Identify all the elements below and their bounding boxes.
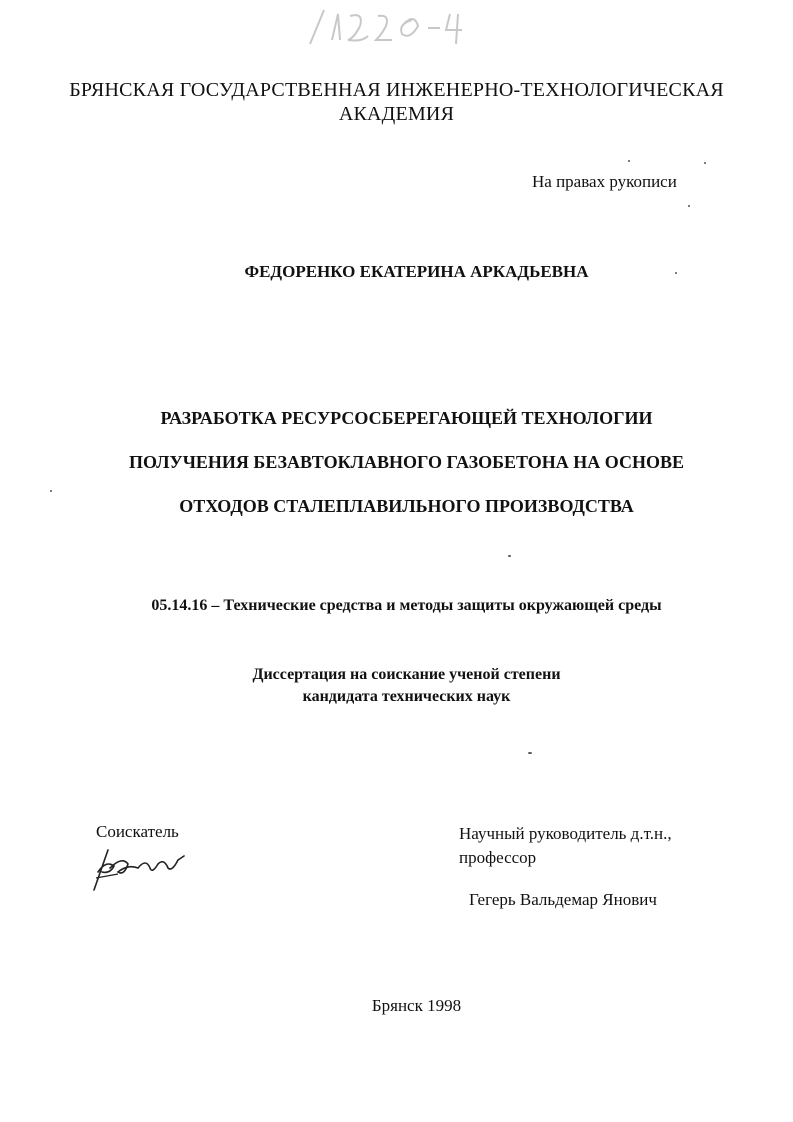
scan-speck [704, 162, 706, 164]
degree-statement [60, 664, 753, 708]
scan-speck [50, 490, 52, 492]
scan-speck [508, 555, 511, 557]
applicant-label: Соискатель [96, 822, 179, 841]
title-line-3: ОТХОДОВ СТАЛЕПЛАВИЛЬНОГО ПРОИЗВОДСТВА [179, 496, 634, 516]
scan-speck [675, 272, 677, 274]
institution-line-2: АКАДЕМИЯ [338, 103, 455, 125]
scan-speck [628, 160, 630, 162]
title-line-2: ПОЛУЧЕНИЯ БЕЗАВТОКЛАВНОГО ГАЗОБЕТОНА НА ОСНОВЕ [128, 452, 685, 472]
rights-notice: На правах рукописи [532, 172, 677, 191]
handwritten-archive-number [290, 4, 490, 54]
city-year: Брянск 1998 [371, 996, 462, 1015]
author-name: ФЕДОРЕНКО ЕКАТЕРИНА АРКАДЬЕВНА [244, 262, 589, 281]
supervisor-line-2: профессор [459, 848, 537, 867]
institution-line-1: БРЯНСКАЯ ГОСУДАРСТВЕННАЯ ИНЖЕНЕРНО-ТЕХНОЛОГИЧЕСКАЯ [69, 79, 724, 101]
supervisor-block [459, 822, 672, 870]
supervisor-name: Гегерь Вальдемар Янович [469, 890, 657, 909]
supervisor-line-1: Научный руководитель д.т.н., [459, 824, 672, 843]
scan-speck [528, 752, 532, 754]
institution-name [60, 78, 733, 126]
title-line-1: РАЗРАБОТКА РЕСУРСОСБЕРЕГАЮЩЕЙ ТЕХНОЛОГИИ [160, 408, 653, 428]
degree-line-2: кандидата технических наук [302, 688, 511, 705]
specialty-code: 05.14.16 – Технические средства и методы защиты окружающей среды [151, 597, 662, 614]
dissertation-title [60, 396, 753, 528]
applicant-signature [88, 842, 198, 894]
degree-line-1: Диссертация на соискание ученой степени [252, 666, 561, 683]
scan-speck [688, 205, 690, 207]
